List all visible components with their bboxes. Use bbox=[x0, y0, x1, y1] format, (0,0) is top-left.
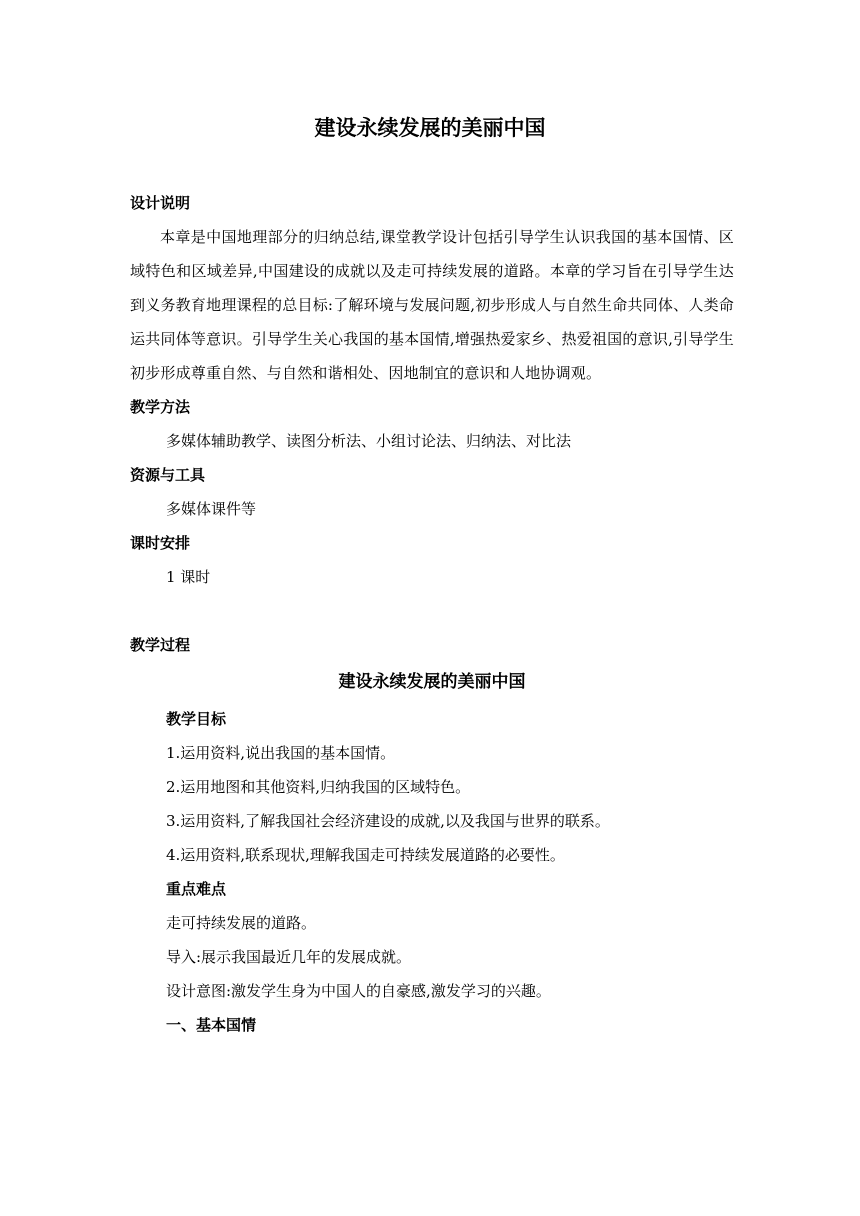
goals-heading: 教学目标 bbox=[166, 710, 227, 728]
methods-text: 多媒体辅助教学、读图分析法、小组讨论法、归纳法、对比法 bbox=[166, 432, 572, 450]
document-title: 建设永续发展的美丽中国 bbox=[314, 116, 546, 140]
design-intent-text: 设计意图:激发学生身为中国人的自豪感,激发学习的兴趣。 bbox=[166, 982, 551, 1000]
key-points-text: 走可持续发展的道路。 bbox=[166, 914, 317, 932]
resources-text: 多媒体课件等 bbox=[166, 500, 257, 518]
key-points-heading: 重点难点 bbox=[166, 880, 227, 898]
schedule-text: 1 课时 bbox=[166, 568, 211, 586]
schedule-heading: 课时安排 bbox=[130, 534, 191, 552]
process-subtitle: 建设永续发展的美丽中国 bbox=[338, 672, 526, 692]
design-heading: 设计说明 bbox=[130, 194, 191, 212]
section-spacer bbox=[130, 594, 734, 628]
goal-item: 1.运用资料,说出我国的基本国情。 bbox=[166, 744, 396, 762]
goal-item: 3.运用资料,了解我国社会经济建设的成就,以及我国与世界的联系。 bbox=[166, 812, 610, 830]
methods-heading: 教学方法 bbox=[130, 398, 191, 416]
intro-text: 导入:展示我国最近几年的发展成就。 bbox=[166, 948, 412, 966]
goal-item: 2.运用地图和其他资料,归纳我国的区域特色。 bbox=[166, 778, 471, 796]
resources-heading: 资源与工具 bbox=[130, 466, 206, 484]
design-paragraph: 本章是中国地理部分的归纳总结,课堂教学设计包括引导学生认识我国的基本国情、区域特色和区域差异,中国建设的成就以及走可持续发展的道路。本章的学习旨在引导学生达到义务教育地理课程的总目标:了解环境与发展问题,初步形成人与自然生命共同体、人类命运共同体等意识。引导学生关心我国的基本国情,增强热爱家乡、热爱祖国的意识,引导学生初步形成尊重自然、与自然和谐相处、因地制宜的意识和人地协调观。 bbox=[130, 228, 734, 382]
goal-item: 4.运用资料,联系现状,理解我国走可持续发展道路的必要性。 bbox=[166, 846, 565, 864]
section-one-heading: 一、基本国情 bbox=[166, 1016, 257, 1034]
process-heading: 教学过程 bbox=[130, 636, 191, 654]
document-body bbox=[130, 186, 734, 1042]
